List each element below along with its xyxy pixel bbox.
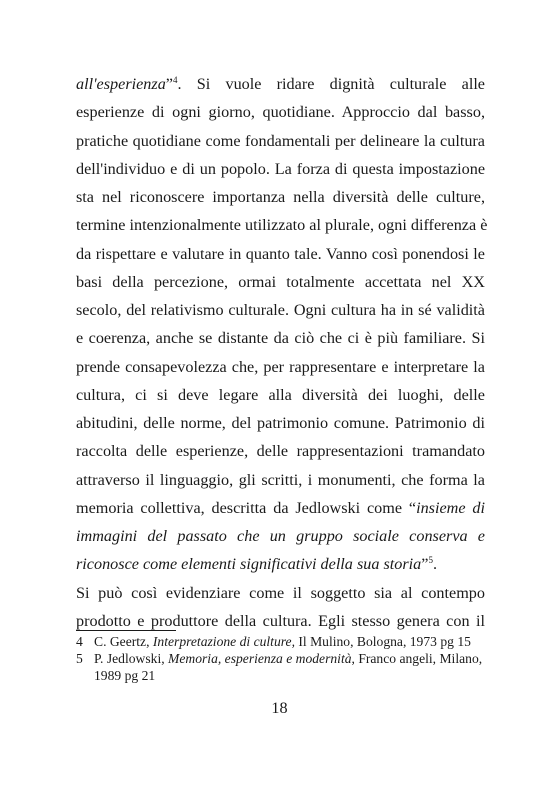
- footnotes: [76, 633, 485, 684]
- text-segment: abitudini, delle norme, del patrimonio comune. Patrimonio di: [76, 414, 485, 432]
- text-segment: .: [432, 555, 437, 574]
- text-segment: P. Jedlowski,: [94, 651, 169, 666]
- italic-text: immagini del passato che un gruppo sociale conserva e: [76, 527, 485, 545]
- italic-text: Memoria, esperienza e modernità: [168, 651, 352, 666]
- italic-text: riconosce come elementi significativi della sua storia: [76, 555, 422, 574]
- footnote-text: [94, 633, 485, 650]
- text-line: [76, 579, 485, 607]
- text-line: [76, 211, 488, 239]
- text-segment: ”: [421, 555, 429, 574]
- text-segment: C. Geertz,: [94, 634, 153, 649]
- text-segment: da rispettare e valutare in quanto tale. Vanno così ponendosi le: [76, 244, 485, 263]
- text-line: [76, 98, 485, 126]
- text-segment: prende consapevolezza che, per rappresentare e interpretare la: [76, 357, 485, 376]
- text-line: [76, 353, 485, 381]
- text-segment: , Franco angeli, Milano, 1989 pg 21: [94, 651, 483, 683]
- text-segment: memoria collettiva, descritta da Jedlowski come “: [76, 498, 417, 517]
- text-segment: prodotto e produttore della cultura. Egli stesso genera con il: [76, 611, 485, 630]
- text-segment: Il Mulino, Bologna, 1973 pg 15: [294, 634, 471, 649]
- text-line: [76, 296, 485, 324]
- text-segment: dell'individuo e di un popolo. La forza di questa impostazione: [76, 159, 485, 178]
- text-segment: cultura, ci si deve legare alla diversità dei luoghi, delle: [76, 385, 485, 404]
- text-line: [76, 466, 485, 494]
- italic-text: insieme di: [416, 498, 485, 517]
- text-line: [76, 155, 485, 183]
- footnote: [76, 650, 485, 684]
- italic-text: Interpretazione di culture,: [152, 634, 295, 649]
- text-segment: esperienze di ogni giorno, quotidiane. Approccio dal basso,: [76, 103, 485, 122]
- footnote-text: [94, 650, 485, 684]
- text-segment: sta nel riconoscere importanza nella diversità delle culture,: [76, 188, 485, 206]
- text-line: [76, 522, 485, 550]
- text-segment: raccolta delle esperienze, delle rappresentazioni tramandato: [76, 442, 485, 461]
- text-segment: e coerenza, anche se distante da ciò che ci è più familiare. Si: [76, 329, 485, 348]
- text-segment: ”: [165, 75, 173, 93]
- footnote-ref: 5: [428, 555, 433, 566]
- text-segment: termine intenzionalmente utilizzato al plurale, ogni differenza è: [76, 216, 488, 235]
- text-line: [76, 240, 485, 268]
- footnote: [76, 633, 485, 650]
- text-line: [76, 70, 485, 98]
- text-segment: pratiche quotidiane come fondamentali per delineare la cultura: [76, 131, 485, 150]
- text-segment: attraverso il linguaggio, gli scritti, i monumenti, che forma la: [76, 470, 485, 489]
- text-segment: . Si vuole ridare dignità culturale alle: [177, 75, 485, 93]
- text-line: [76, 437, 485, 465]
- footnote-separator: [76, 630, 176, 631]
- text-line: [76, 183, 485, 211]
- text-line: [76, 550, 485, 578]
- text-line: [76, 494, 485, 522]
- text-segment: Si può così evidenziare come il soggetto sia al contempo: [76, 583, 485, 602]
- footnote-number: 4: [76, 634, 83, 649]
- text-line: [76, 268, 485, 296]
- text-line: [76, 409, 485, 437]
- footnote-ref: 4: [172, 75, 178, 85]
- text-line: [76, 127, 485, 155]
- text-segment: secolo, del relativismo culturale. Ogni cultura ha in sé validità: [76, 301, 485, 319]
- text-line: [76, 381, 485, 409]
- footnote-number: 5: [76, 651, 83, 666]
- text-segment: basi della percezione, ormai totalmente accettata nel XX: [76, 272, 485, 291]
- body-text: [76, 70, 488, 635]
- page-number: 18: [271, 699, 288, 717]
- text-line: [76, 324, 485, 352]
- italic-text: all'esperienza: [76, 75, 166, 93]
